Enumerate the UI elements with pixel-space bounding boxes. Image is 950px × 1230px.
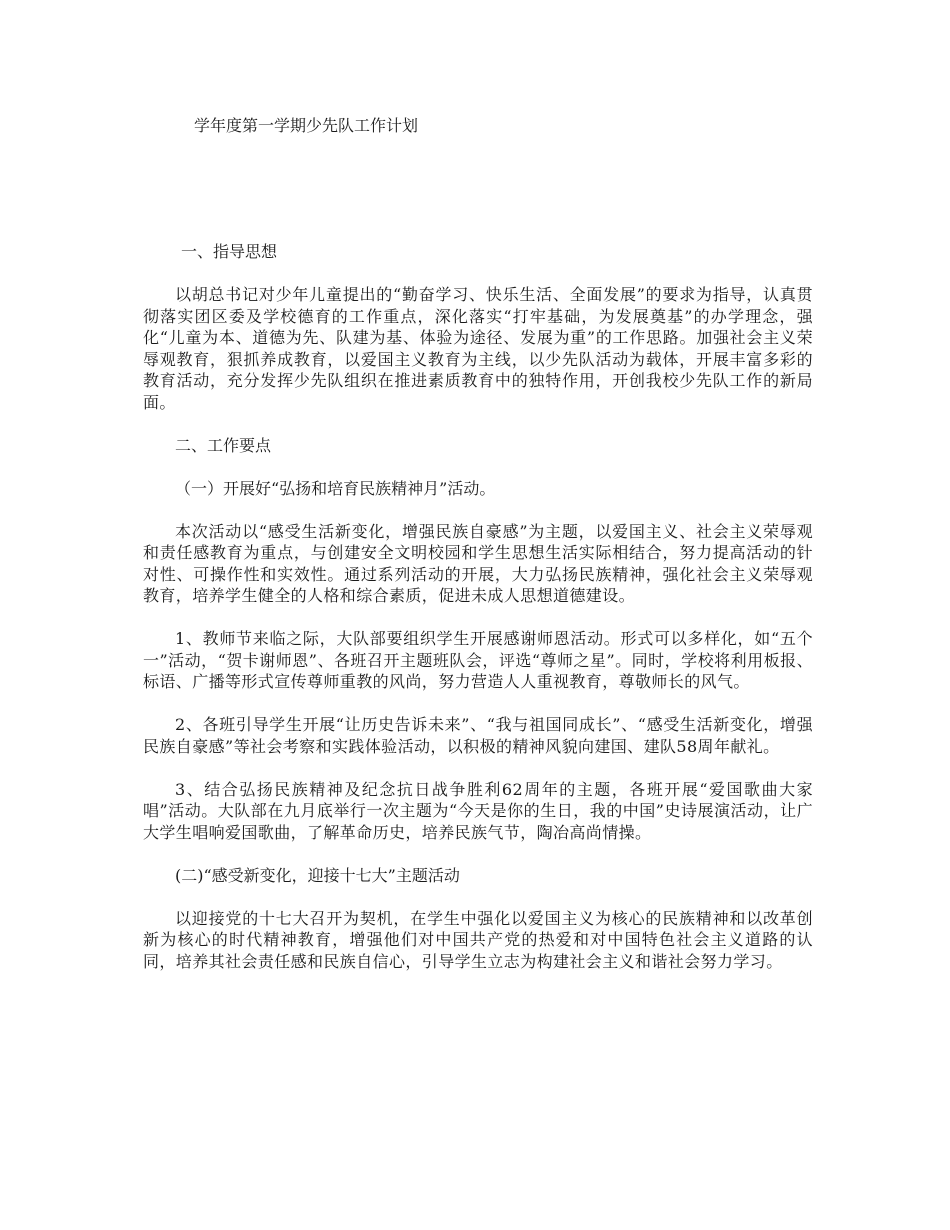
subheading-national-spirit-month: （一）开展好“弘扬和培育民族精神月”活动。 [175, 478, 496, 498]
list-item-2: 2、各班引导学生开展“让历史告诉未来”、“我与祖国同成长”、“感受生活新变化，增强民族自豪感”等社会考察和实践体验活动，以积极的精神风貌向建国、建队58周年献礼。 [143, 715, 813, 756]
section-heading-work-points: 二、工作要点 [175, 435, 272, 455]
section-heading-guiding-ideology: 一、指导思想 [181, 242, 278, 261]
document-body [143, 241, 813, 972]
subheading-seventeenth-congress: (二)“感受新变化，迎接十七大”主题活动 [175, 865, 460, 885]
list-item-1: 1、教师节来临之际，大队部要组织学生开展感谢师恩活动。形式可以多样化，如“五个一”活动，“贺卡谢师恩”、各班召开主题班队会，评选“尊师之星”。同时，学校将利用板报、标语、广播等形式宣传尊师重教的风尚，努力营造人人重视教育，尊敬师长的风气。 [143, 629, 813, 691]
paragraph-national-spirit-month: 本次活动以“感受生活新变化，增强民族自豪感”为主题，以爱国主义、社会主义荣辱观和责任感教育为重点，与创建安全文明校园和学生思想生活实际相结合，努力提高活动的针对性、可操作性和实效性。通过系列活动的开展，大力弘扬民族精神，强化社会主义荣辱观教育，培养学生健全的人格和综合素质，促进未成人思想道德建设。 [143, 521, 813, 605]
paragraph-guiding-ideology: 以胡总书记对少年儿童提出的“勤奋学习、快乐生活、全面发展”的要求为指导，认真贯彻落实团区委及学校德育的工作重点，深化落实“打牢基础，为发展奠基”的办学理念，强化“儿童为本、道德为先、队建为基、体验为途径、发展为重”的工作思路。加强社会主义荣辱观教育，狠抓养成教育，以爱国主义教育为主线，以少先队活动为载体，开展丰富多彩的教育活动，充分发挥少先队组织在推进素质教育中的独特作用，开创我校少先队工作的新局面。 [143, 285, 813, 412]
list-item-3: 3、结合弘扬民族精神及纪念抗日战争胜利62周年的主题，各班开展“爱国歌曲大家唱”活动。大队部在九月底举行一次主题为“今天是你的生日，我的中国”史诗展演活动，让广大学生唱响爱国歌曲，了解革命历史，培养民族气节，陶冶高尚情操。 [143, 779, 813, 842]
document-title: 学年度第一学期少先队工作计划 [194, 116, 419, 135]
paragraph-seventeenth-congress: 以迎接党的十七大召开为契机，在学生中强化以爱国主义为核心的民族精神和以改革创新为核心的时代精神教育，增强他们对中国共产党的热爱和对中国特色社会主义道路的认同，培养其社会责任感和民族自信心，引导学生立志为构建社会主义和谐社会努力学习。 [143, 908, 813, 971]
